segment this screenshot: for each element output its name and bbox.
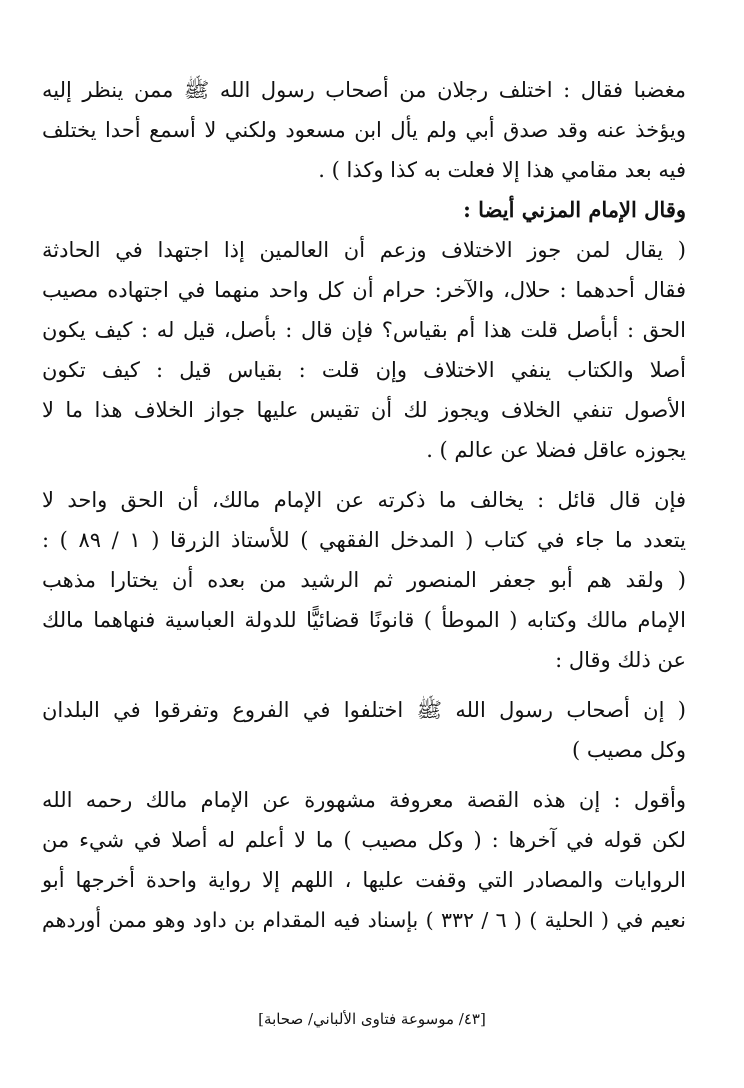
- text-line: عن ذلك وقال :: [555, 648, 686, 672]
- text-line: فإن قال قائل : يخالف ما ذكرته عن الإمام مالك، أن الحق واحد لا: [42, 488, 686, 512]
- text-line: الروايات والمصادر التي وقفت عليها ، اللهم إلا رواية واحدة أخرجها أبو: [42, 868, 686, 892]
- page-body: [42, 70, 686, 940]
- text-line: فيه بعد مقامي هذا إلا فعلت به كذا وكذا ) .: [318, 158, 686, 182]
- text-line: أصلا والكتاب ينفي الاختلاف وإن قلت : بقياس قيل : كيف تكون: [42, 358, 686, 382]
- text-line: لكن قوله في آخرها : ( وكل مصيب ) ما لا أعلم له أصلا في شيء من: [42, 828, 686, 852]
- section-heading: وقال الإمام المزني أيضا :: [463, 197, 686, 222]
- text-line: ويؤخذ عنه وقد صدق أبي ولم يأل ابن مسعود ولكني لا أسمع أحدا يختلف: [42, 118, 686, 142]
- text-line: مغضبا فقال : اختلف رجلان من أصحاب رسول الله ﷺ ممن ينظر إليه: [42, 78, 686, 102]
- text-line: يتعدد ما جاء في كتاب ( المدخل الفقهي ) للأستاذ الزرقا ( ١ / ٨٩ ) :: [42, 528, 686, 552]
- text-line: فقال أحدهما : حلال، والآخر: حرام أن كل واحد منهما في اجتهاده مصيب: [42, 278, 686, 302]
- text-line: الإمام مالك وكتابه ( الموطأ ) قانونًا قضائيًّا للدولة العباسية فنهاهما مالك: [42, 608, 686, 632]
- text-line: ( يقال لمن جوز الاختلاف وزعم أن العالمين إذا اجتهدا في الحادثة: [42, 238, 686, 262]
- text-line: وأقول : إن هذه القصة معروفة مشهورة عن الإمام مالك رحمه الله: [42, 788, 686, 812]
- text-line: الحق : أبأصل قلت هذا أم بقياس؟ فإن قال : بأصل، قيل له : كيف يكون: [42, 318, 686, 342]
- text-line: يجوزه عاقل فضلا عن عالم ) .: [426, 438, 686, 462]
- page-footer: [٤٣/ موسوعة فتاوى الألباني/ صحابة]: [258, 1010, 486, 1028]
- text-line: ( ولقد هم أبو جعفر المنصور ثم الرشيد من بعده أن يختارا مذهب: [42, 568, 686, 592]
- text-line: نعيم في ( الحلية ) ( ٦ / ٣٣٢ ) بإسناد فيه المقدام بن داود وهو ممن أوردهم: [42, 908, 686, 932]
- text-line: وكل مصيب ): [571, 738, 686, 762]
- text-line: ( إن أصحاب رسول الله ﷺ اختلفوا في الفروع وتفرقوا في البلدان: [42, 698, 686, 722]
- text-line: الأصول تنفي الخلاف ويجوز لك أن تقيس عليها جواز الخلاف هذا ما لا: [42, 398, 686, 422]
